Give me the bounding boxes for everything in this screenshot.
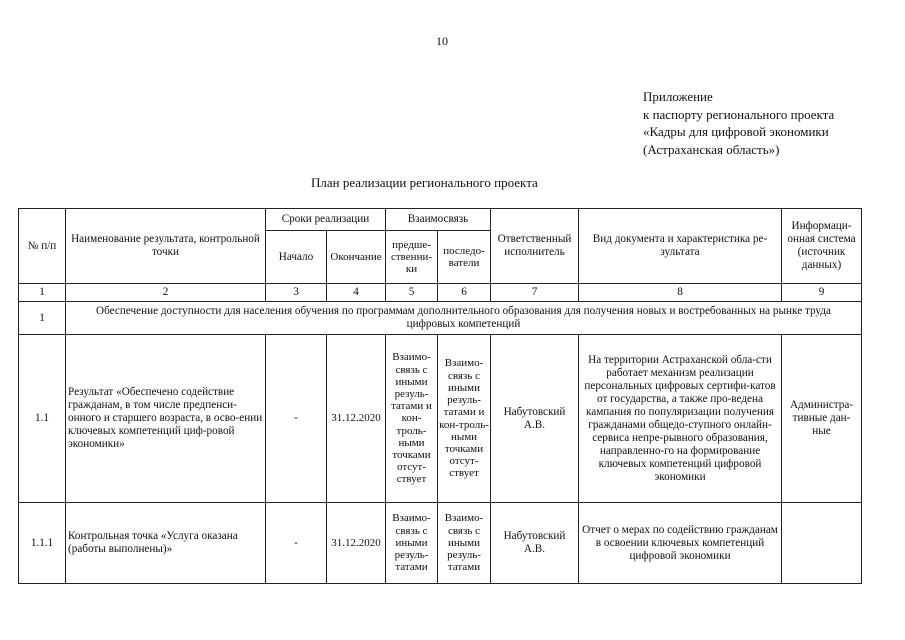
header-terms: Сроки реализации bbox=[266, 209, 386, 231]
row-successors: Взаимо-связь с иными резуль-татами и кон-троль-ными точками отсут-ствует bbox=[438, 335, 491, 503]
header-start: Начало bbox=[266, 231, 327, 284]
column-number: 5 bbox=[386, 284, 438, 302]
row-info-system: Администра-тивные дан-ные bbox=[782, 335, 862, 503]
header-predecessors: предше-ственни-ки bbox=[386, 231, 438, 284]
row-responsible: Набутовский А.В. bbox=[491, 335, 579, 503]
column-number: 4 bbox=[327, 284, 386, 302]
row-name: Контрольная точка «Услуга оказана (работы выполнены)» bbox=[66, 503, 266, 584]
header-relation: Взаимосвязь bbox=[386, 209, 491, 231]
column-number: 7 bbox=[491, 284, 579, 302]
header-info-system: Информаци-онная система (источник данных) bbox=[782, 209, 862, 284]
column-number: 1 bbox=[19, 284, 66, 302]
header-number: № п/п bbox=[19, 209, 66, 284]
section-title: Обеспечение доступности для населения обучения по программам дополнительного образования для получения новых и востребованных на рынке труда цифровых компетенций bbox=[66, 302, 862, 335]
section-row bbox=[19, 302, 862, 335]
row-doc-type: На территории Астраханской обла-сти работает механизм реализации персональных цифровых сертифи-катов от государства, а также про-ведена кампания по популяризации получения гражданами общедо-ступного онлайн-сервиса непре-рывного образования, направленно-го на формирование ключевых компетенций цифровой экономики bbox=[579, 335, 782, 503]
header-doc-type: Вид документа и характеристика ре-зультата bbox=[579, 209, 782, 284]
table-row bbox=[19, 503, 862, 584]
row-predecessors: Взаимо-связь с иными резуль-татами bbox=[386, 503, 438, 584]
column-number: 9 bbox=[782, 284, 862, 302]
appendix-caption bbox=[643, 88, 834, 158]
row-end: 31.12.2020 bbox=[327, 335, 386, 503]
row-number: 1.1 bbox=[19, 335, 66, 503]
column-number: 6 bbox=[438, 284, 491, 302]
table-row bbox=[19, 335, 862, 503]
column-number-row bbox=[19, 284, 862, 302]
row-info-system bbox=[782, 503, 862, 584]
header-responsible: Ответственный исполнитель bbox=[491, 209, 579, 284]
appendix-line: «Кадры для цифровой экономики bbox=[643, 124, 829, 139]
row-start: - bbox=[266, 335, 327, 503]
header-name: Наименование результата, контрольной точки bbox=[66, 209, 266, 284]
row-number: 1.1.1 bbox=[19, 503, 66, 584]
implementation-plan-table bbox=[18, 208, 862, 584]
column-number: 2 bbox=[66, 284, 266, 302]
appendix-line: (Астраханская область») bbox=[643, 141, 780, 157]
header-end: Окончание bbox=[327, 231, 386, 284]
page-number: 10 bbox=[436, 34, 448, 48]
column-number: 8 bbox=[579, 284, 782, 302]
row-successors: Взаимо-связь с иными резуль-татами bbox=[438, 503, 491, 584]
appendix-line: Приложение bbox=[643, 89, 713, 104]
row-predecessors: Взаимо-связь с иными резуль-татами и кон-троль-ными точками отсут-ствует bbox=[386, 335, 438, 503]
row-doc-type: Отчет о мерах по содействию гражданам в освоении ключевых компетенций цифровой экономики bbox=[579, 503, 782, 584]
appendix-line: к паспорту регионального проекта bbox=[643, 106, 835, 122]
row-start: - bbox=[266, 503, 327, 584]
row-end: 31.12.2020 bbox=[327, 503, 386, 584]
row-responsible: Набутовский А.В. bbox=[491, 503, 579, 584]
header-row bbox=[19, 209, 862, 231]
row-name: Результат «Обеспечено содействие гражданам, в том числе предпенси-онного и старшего возраста, в осво-ении ключевых компетенций циф-ровой экономики» bbox=[66, 335, 266, 503]
section-number: 1 bbox=[19, 302, 66, 335]
column-number: 3 bbox=[266, 284, 327, 302]
header-successors: последо-ватели bbox=[438, 231, 491, 284]
plan-title: План реализации регионального проекта bbox=[311, 175, 538, 190]
